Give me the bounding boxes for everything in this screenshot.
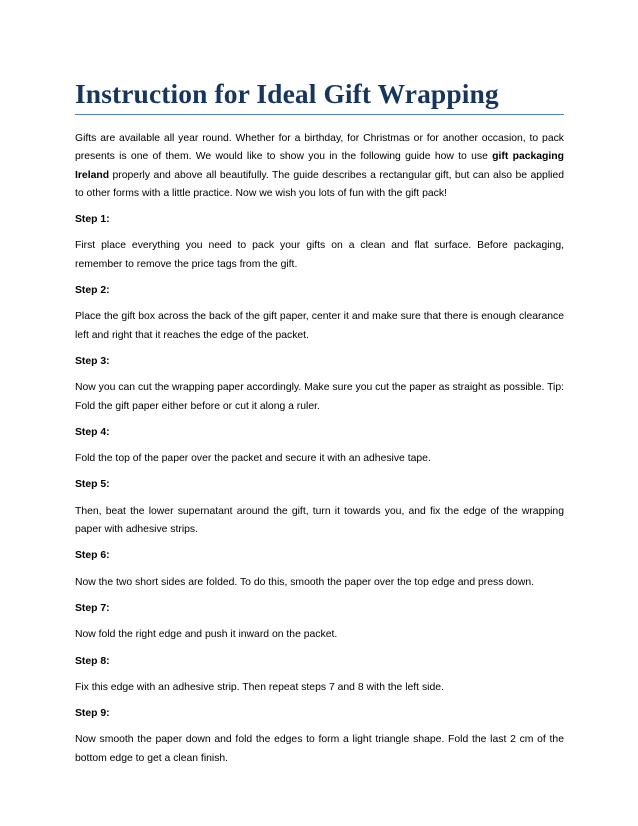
step-4-heading: Step 4: xyxy=(75,426,110,438)
step-2-text: Place the gift box across the back of the gift paper, center it and make sure that there is enough clearance left and right that it reaches the edge of the packet. xyxy=(75,311,564,341)
intro-bold-link-text: gift packaging Ireland xyxy=(75,151,564,181)
step-7-heading: Step 7: xyxy=(75,602,110,614)
step-1-text: First place everything you need to pack your gifts on a clean and flat surface. Before packaging, remember to remove the price tags from the gift. xyxy=(75,240,564,270)
step-4-text: Fold the top of the paper over the packet and secure it with an adhesive tape. xyxy=(75,453,431,465)
step-7-text: Now fold the right edge and push it inward on the packet. xyxy=(75,629,338,641)
document-page xyxy=(75,78,564,776)
step-8-heading: Step 8: xyxy=(75,655,110,667)
intro-paragraph xyxy=(75,130,564,203)
step-2-heading: Step 2: xyxy=(75,285,110,297)
step-3-text: Now you can cut the wrapping paper accordingly. Make sure you cut the paper as straight as possible. Tip: Fold the gift paper either before or cut it along a ruler. xyxy=(75,382,565,412)
document-title: Instruction for Ideal Gift Wrapping xyxy=(75,78,564,115)
step-3-heading: Step 3: xyxy=(75,355,110,367)
step-6-heading: Step 6: xyxy=(75,550,110,562)
step-6-text: Now the two short sides are folded. To do this, smooth the paper over the top edge and press down. xyxy=(75,576,535,588)
step-5-heading: Step 5: xyxy=(75,479,110,491)
intro-text-start: Gifts are available all year round. Whether for a birthday, for Christmas or for another occasion, to pack presents is one of them. We would like to show you in the following guide how to use xyxy=(75,133,564,163)
step-1-heading: Step 1: xyxy=(75,214,110,226)
intro-text-end: properly and above all beautifully. The guide describes a rectangular gift, but can also be applied to other forms with a little practice. Now we wish you lots of fun with the gift pack! xyxy=(75,169,564,199)
step-8-text: Fix this edge with an adhesive strip. Then repeat steps 7 and 8 with the left side. xyxy=(75,681,444,693)
step-5-text: Then, beat the lower supernatant around the gift, turn it towards you, and fix the edge of the wrapping paper with adhesive strips. xyxy=(75,505,564,536)
step-9-text: Now smooth the paper down and fold the edges to form a light triangle shape. Fold the last 2 cm of the bottom edge to get a clean finish. xyxy=(75,734,564,764)
step-9-heading: Step 9: xyxy=(75,708,110,720)
